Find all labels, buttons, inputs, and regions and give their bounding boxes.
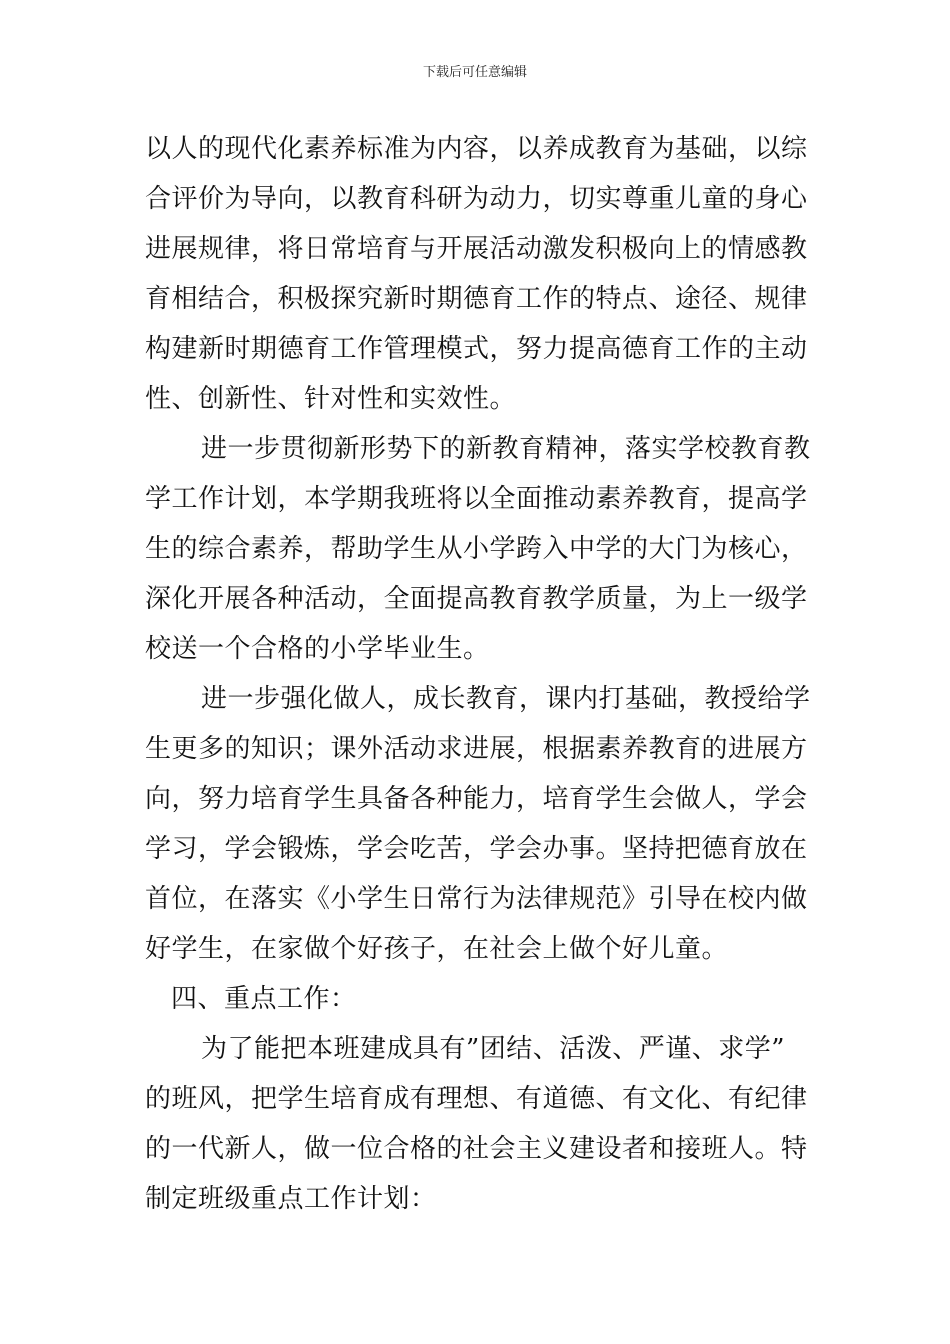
text-line: 生的综合素养，帮助学生从小学跨入中学的大门为核心， [145,534,808,564]
text-line: 进展规律，将日常培育与开展活动激发积极向上的情感教 [145,234,808,264]
text-line: 校送一个合格的小学毕业生。 [145,634,490,664]
paragraph-education-spirit [145,424,810,674]
text-line: 制定班级重点工作计划： [145,1184,437,1214]
text-line: 学工作计划，本学期我班将以全面推动素养教育，提高学 [145,484,808,514]
document-body [145,124,810,1224]
text-line: 向，努力培育学生具备各种能力，培育学生会做人，学会 [145,784,808,814]
text-line: 首位，在落实《小学生日常行为法律规范》引导在校内做 [145,884,808,914]
text-line: 学习，学会锻炼，学会吃苦，学会办事。坚持把德育放在 [145,834,808,864]
paragraph-moral-education [145,674,810,974]
text-line: 性、创新性、针对性和实效性。 [145,384,517,414]
text-line: 进一步强化做人，成长教育，课内打基础，教授给学 [201,684,811,714]
section-heading-key-work [145,974,810,1024]
paragraph-intro-continuation [145,124,810,424]
paragraph-class-plan [145,1024,810,1224]
text-line: 好学生，在家做个好孩子，在社会上做个好儿童。 [145,934,729,964]
text-line: 生更多的知识；课外活动求进展，根据素养教育的进展方 [145,734,808,764]
text-line: 构建新时期德育工作管理模式，努力提高德育工作的主动 [145,334,808,364]
page-header: 下载后可任意编辑 [422,65,527,80]
text-line: 深化开展各种活动，全面提高教育教学质量，为上一级学 [145,584,808,614]
text-line: 育相结合，积极探究新时期德育工作的特点、途径、规律 [145,284,808,314]
section-heading: 四、重点工作： [171,984,357,1014]
text-line: 进一步贯彻新形势下的新教育精神，落实学校教育教 [201,434,811,464]
text-line: 合评价为导向，以教育科研为动力，切实尊重儿童的身心 [145,184,808,214]
text-line: 的一代新人，做一位合格的社会主义建设者和接班人。特 [145,1134,808,1164]
text-line: 为了能把本班建成具有”团结、活泼、严谨、求学” [201,1034,786,1064]
text-line: 以人的现代化素养标准为内容，以养成教育为基础，以综 [145,134,808,164]
text-line: 的班风，把学生培育成有理想、有道德、有文化、有纪律 [145,1084,808,1114]
